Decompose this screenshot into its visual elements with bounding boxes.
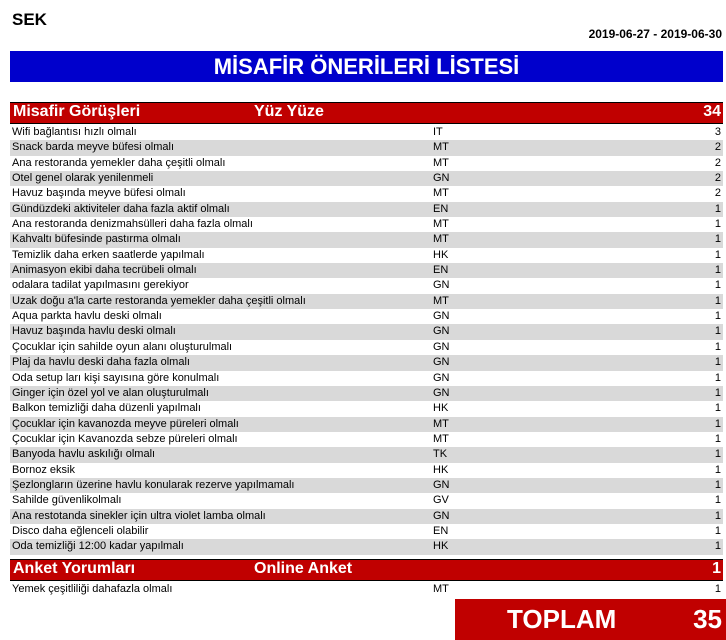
suggestion-text: Havuz başında meyve büfesi olmalı (12, 187, 186, 200)
page-title: MİSAFİR ÖNERİLERİ LİSTESİ (10, 51, 723, 82)
table-row (10, 401, 723, 416)
department-code: MT (433, 417, 449, 430)
table-row (10, 447, 723, 462)
department-code: GN (433, 340, 450, 353)
suggestion-text: Çocuklar için sahilde oyun alanı oluşturulmalı (12, 340, 233, 353)
suggestion-count: 1 (714, 371, 721, 384)
suggestion-text: Uzak doğu a'la carte restoranda yemekler daha çeşitli olmalı (12, 294, 306, 307)
department-code: MT (433, 156, 449, 169)
table-row (10, 217, 723, 232)
suggestion-count: 1 (714, 279, 721, 292)
table-row (10, 478, 723, 493)
department-code: MT (433, 233, 449, 246)
suggestion-count: 1 (714, 494, 721, 507)
section-header-anket-yorumlari (10, 559, 723, 581)
suggestion-count: 1 (714, 340, 721, 353)
section-type: Online Anket (254, 560, 353, 577)
suggestion-count: 1 (714, 448, 721, 461)
suggestion-text: Yemek çeşitliliği dahafazla olmalı (12, 583, 173, 595)
suggestion-text: Animasyon ekibi daha tecrübeli olmalı (12, 264, 197, 277)
suggestion-text: Kahvaltı büfesinde pastırma olmalı (12, 233, 181, 246)
department-code: MT (433, 294, 449, 307)
suggestion-count: 1 (714, 463, 721, 476)
suggestion-text: Havuz başında havlu deski olmalı (12, 325, 176, 338)
suggestion-count: 2 (714, 141, 721, 154)
suggestion-count: 1 (714, 583, 721, 595)
suggestion-count: 2 (714, 156, 721, 169)
department-code: GN (433, 386, 450, 399)
department-code: GN (433, 279, 450, 292)
department-code: EN (433, 264, 449, 277)
suggestion-text: odalara tadilat yapılmasını gerekiyor (12, 279, 189, 292)
suggestion-text: Balkon temizliği daha düzenli yapılmalı (12, 402, 201, 415)
department-code: GN (433, 356, 450, 369)
suggestion-text: Çocuklar için kavanozda meyve püreleri olmalı (12, 417, 239, 430)
suggestion-count: 1 (714, 248, 721, 261)
department-code: EN (433, 524, 449, 537)
total-box (455, 599, 726, 640)
department-code: TK (433, 448, 448, 461)
section-label: Misafir Görüşleri (13, 103, 141, 120)
suggestion-count: 1 (714, 432, 721, 445)
suggestion-count: 2 (714, 172, 721, 185)
suggestion-count: 1 (714, 356, 721, 369)
suggestion-text: Bornoz eksik (12, 463, 75, 476)
department-code: MT (433, 432, 449, 445)
table-row (10, 156, 723, 171)
date-range: 2019-06-27 - 2019-06-30 (588, 27, 722, 41)
department-code: GN (433, 478, 450, 491)
department-code: GN (433, 310, 450, 323)
table-row (10, 171, 723, 186)
table-row (10, 309, 723, 324)
total-label: TOPLAM (507, 604, 617, 634)
table-row (10, 582, 723, 597)
suggestion-text: Disco daha eğlenceli olabilir (12, 524, 149, 537)
suggestion-count: 1 (714, 294, 721, 307)
department-code: GV (433, 494, 449, 507)
suggestion-text: Plaj da havlu deski daha fazla olmalı (12, 356, 190, 369)
suggestion-text: Otel genel olarak yenilenmeli (12, 172, 154, 185)
suggestion-text: Banyoda havlu askılığı olmalı (12, 448, 156, 461)
suggestion-text: Snack barda meyve büfesi olmalı (12, 141, 175, 154)
suggestion-count: 1 (714, 218, 721, 231)
suggestion-text: Wifi bağlantısı hızlı olmalı (12, 126, 137, 138)
department-code: MT (433, 583, 449, 595)
table-row (10, 463, 723, 478)
table-row (10, 202, 723, 217)
suggestion-text: Gündüzdeki aktiviteler daha fazla aktif olmalı (12, 202, 230, 215)
section-count: 1 (712, 560, 721, 577)
department-code: MT (433, 187, 449, 200)
table-row (10, 493, 723, 508)
suggestion-text: Oda temizliği 12:00 kadar yapılmalı (12, 540, 184, 553)
table-row (10, 186, 723, 201)
table-row (10, 417, 723, 432)
table-row (10, 324, 723, 339)
table-row (10, 539, 723, 554)
table-row (10, 125, 723, 140)
suggestion-count: 1 (714, 540, 721, 553)
suggestion-text: Aqua parkta havlu deski olmalı (12, 310, 162, 323)
table-row (10, 371, 723, 386)
department-code: HK (433, 463, 449, 476)
suggestion-count: 1 (714, 325, 721, 338)
department-code: MT (433, 218, 449, 231)
section-label: Anket Yorumları (13, 560, 136, 577)
table-row (10, 355, 723, 370)
suggestion-text: Ana restoranda yemekler daha çeşitli olmalı (12, 156, 226, 169)
suggestion-count: 1 (714, 386, 721, 399)
department-code: GN (433, 509, 450, 522)
table-row (10, 248, 723, 263)
table-row (10, 432, 723, 447)
department-code: HK (433, 248, 449, 261)
department-code: GN (433, 371, 450, 384)
department-code: GN (433, 172, 450, 185)
table-row (10, 140, 723, 155)
suggestion-count: 1 (714, 524, 721, 537)
total-value: 35 (693, 604, 722, 634)
suggestion-list-face-to-face (10, 125, 723, 555)
suggestion-count: 1 (714, 509, 721, 522)
department-code: HK (433, 402, 449, 415)
suggestion-text: Sahilde güvenlikolmalı (12, 494, 122, 507)
suggestion-text: Temizlik daha erken saatlerde yapılmalı (12, 248, 205, 261)
suggestion-count: 1 (714, 264, 721, 277)
department-code: EN (433, 202, 449, 215)
table-row (10, 386, 723, 401)
table-row (10, 524, 723, 539)
department-code: HK (433, 540, 449, 553)
suggestion-count: 2 (714, 187, 721, 200)
suggestion-text: Ginger için özel yol ve alan oluşturulmalı (12, 386, 209, 399)
table-row (10, 294, 723, 309)
table-row (10, 263, 723, 278)
table-row (10, 232, 723, 247)
suggestion-count: 1 (714, 233, 721, 246)
suggestion-count: 1 (714, 478, 721, 491)
hotel-code: SEK (12, 10, 47, 29)
suggestion-text: Çocuklar için Kavanozda sebze püreleri olmalı (12, 432, 238, 445)
section-count: 34 (703, 103, 721, 120)
suggestion-count: 1 (714, 402, 721, 415)
suggestion-count: 1 (714, 417, 721, 430)
suggestion-text: Şezlongların üzerine havlu konularak rezerve yapılmamalı (12, 478, 295, 491)
department-code: MT (433, 141, 449, 154)
section-header-misafir-gorusleri (10, 102, 723, 124)
table-row (10, 509, 723, 524)
section-type: Yüz Yüze (254, 103, 324, 120)
suggestion-list-online-survey (10, 582, 723, 597)
suggestion-text: Ana restotanda sinekler için ultra violet lamba olmalı (12, 509, 266, 522)
suggestion-text: Oda setup ları kişi sayısına göre konulmalı (12, 371, 220, 384)
suggestion-count: 3 (714, 126, 721, 138)
table-row (10, 278, 723, 293)
suggestion-count: 1 (714, 202, 721, 215)
suggestion-count: 1 (714, 310, 721, 323)
department-code: GN (433, 325, 450, 338)
suggestion-text: Ana restoranda denizmahsülleri daha fazla olmalı (12, 218, 253, 231)
department-code: IT (433, 126, 443, 138)
table-row (10, 340, 723, 355)
